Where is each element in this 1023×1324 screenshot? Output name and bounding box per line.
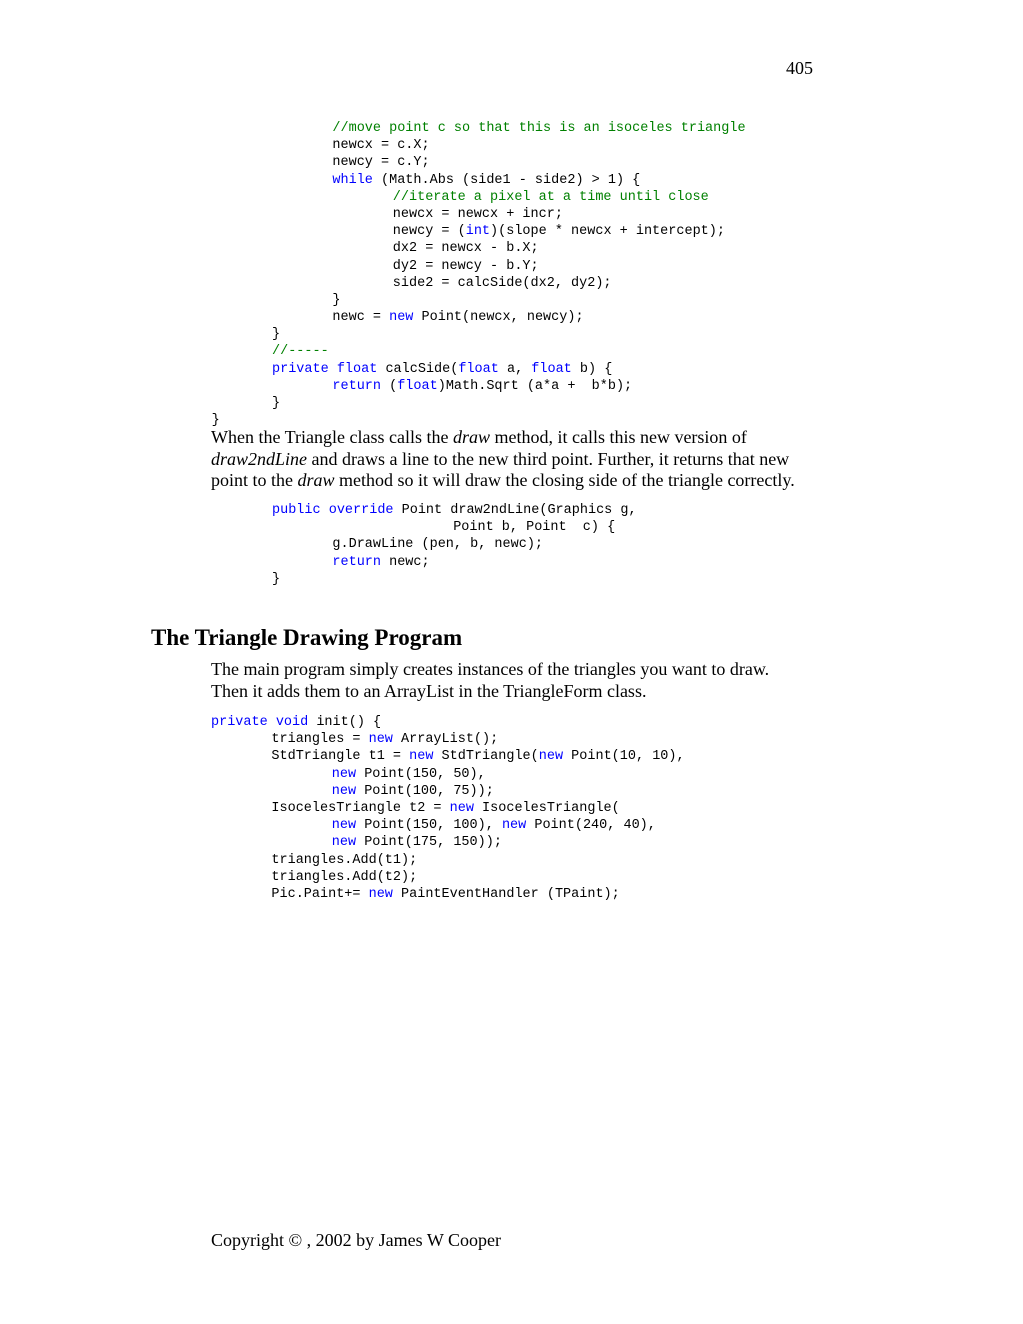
- code-line: [332, 378, 745, 395]
- code-keyword: new: [331, 818, 357, 834]
- code-line: [271, 869, 684, 886]
- italic-term: draw: [297, 470, 335, 490]
- paragraph-text: method, it calls this new version of: [489, 427, 747, 447]
- code-keyword: new: [368, 732, 393, 748]
- code-line: [332, 817, 685, 834]
- code-text: }: [272, 571, 281, 587]
- code-keyword: private: [272, 361, 329, 377]
- code-keyword: int: [465, 224, 491, 240]
- code-keyword: return: [332, 378, 381, 394]
- code-text: Point(150, 50),: [356, 766, 486, 782]
- code-block-draw2ndline-helper: [211, 120, 746, 429]
- code-keyword: new: [389, 310, 414, 326]
- code-text: [268, 715, 276, 730]
- code-keyword: override: [328, 503, 394, 518]
- code-keyword: void: [275, 715, 309, 730]
- code-keyword: float: [336, 361, 378, 377]
- code-text: [321, 503, 329, 518]
- code-line: [272, 502, 637, 519]
- code-text: newc;: [381, 554, 430, 570]
- code-keyword: while: [332, 172, 373, 188]
- paragraph-text: method so it will draw the closing side of the triangle correctly.: [334, 470, 795, 490]
- code-line: [393, 275, 746, 292]
- code-text: dy2 = newcy - b.Y;: [392, 258, 539, 274]
- code-line: [332, 292, 745, 309]
- paragraph-text: and draws a line to the new third point. Further, it returns that new point to the: [211, 448, 790, 490]
- code-text: triangles.Add(t2);: [271, 869, 418, 885]
- page-number: 405: [786, 58, 813, 78]
- code-line: [332, 554, 636, 571]
- code-line: [211, 714, 685, 731]
- code-text: init() {: [308, 715, 382, 730]
- code-line: [271, 748, 684, 765]
- code-line: [271, 886, 684, 903]
- code-line: [393, 240, 746, 257]
- code-text: Point(175, 150));: [356, 835, 502, 851]
- code-line: [271, 852, 684, 869]
- code-keyword: new: [331, 783, 357, 799]
- code-line: [393, 258, 746, 275]
- code-line: [332, 137, 745, 154]
- code-text: Point draw2ndLine(Graphics g,: [393, 503, 637, 518]
- code-text: }: [332, 292, 341, 308]
- code-text: IsocelesTriangle t2 =: [271, 800, 450, 816]
- code-text: newcx = newcx + incr;: [392, 206, 563, 222]
- code-keyword: new: [331, 835, 357, 851]
- code-text: calcSide(: [377, 361, 459, 377]
- code-text: Point(100, 75));: [356, 783, 494, 799]
- code-text: }: [211, 413, 220, 429]
- paragraph-text: When the Triangle class calls the: [211, 427, 453, 447]
- code-comment: //move point c so that this is an isoceles triangle: [332, 121, 746, 136]
- code-text: side2 = calcSide(dx2, dy2);: [392, 275, 612, 291]
- code-text: [329, 362, 337, 377]
- code-text: Point b, Point c) {: [453, 520, 616, 536]
- code-block-draw2ndline-override: [272, 502, 637, 588]
- code-text: a,: [498, 361, 532, 377]
- code-line: [272, 395, 746, 412]
- code-keyword: new: [368, 886, 393, 902]
- code-keyword: new: [449, 800, 474, 816]
- code-line: [271, 731, 684, 748]
- code-text: IsocelesTriangle(: [473, 800, 620, 816]
- code-text: Point(newcx, newcy);: [413, 310, 584, 326]
- code-text: ArrayList();: [392, 732, 499, 748]
- code-line: [271, 800, 684, 817]
- code-line: [272, 326, 746, 343]
- code-keyword: return: [332, 554, 381, 570]
- code-text: Point(10, 10),: [563, 749, 685, 765]
- code-keyword: float: [458, 361, 499, 377]
- copyright-footer: Copyright © , 2002 by James W Cooper: [211, 1230, 501, 1250]
- code-keyword: new: [501, 818, 527, 834]
- body-paragraph-main-program: The main program simply creates instances of the triangles you want to draw. Then it adds them to an ArrayList in the TriangleForm class.: [211, 659, 770, 701]
- code-comment: //iterate a pixel at a time until close: [392, 189, 709, 205]
- code-line: [393, 206, 746, 223]
- code-text: StdTriangle(: [433, 749, 539, 765]
- code-text: Pic.Paint+=: [271, 886, 369, 902]
- code-line: [272, 571, 637, 588]
- code-line: [393, 223, 746, 240]
- code-text: (: [381, 378, 398, 394]
- code-line: [332, 120, 745, 137]
- code-text: PaintEventHandler (TPaint);: [392, 886, 620, 902]
- code-text: b) {: [571, 361, 613, 377]
- italic-term: draw2ndLine: [211, 448, 308, 469]
- code-text: newc =: [332, 310, 390, 326]
- section-heading: The Triangle Drawing Program: [151, 625, 463, 650]
- code-keyword: private: [211, 715, 268, 730]
- code-line: [393, 189, 746, 206]
- italic-term: draw: [452, 427, 490, 447]
- code-text: )Math.Sqrt (a*a + b*b);: [437, 378, 633, 394]
- code-line: [272, 343, 746, 360]
- code-text: dx2 = newcx - b.X;: [392, 241, 539, 257]
- code-text: }: [272, 327, 281, 343]
- code-keyword: float: [531, 361, 572, 377]
- code-text: Point(150, 100),: [356, 818, 502, 834]
- code-text: Point(240, 40),: [526, 818, 656, 834]
- code-line: [332, 783, 685, 800]
- code-comment: //-----: [272, 344, 329, 360]
- code-text: triangles =: [271, 732, 369, 748]
- code-text: }: [272, 396, 281, 411]
- code-text: (Math.Abs (side1 - side2) > 1) {: [372, 172, 641, 188]
- code-text: newcy = c.Y;: [332, 155, 430, 171]
- code-keyword: new: [538, 749, 564, 765]
- code-keyword: float: [397, 378, 438, 394]
- code-keyword: public: [272, 503, 321, 518]
- code-text: g.DrawLine (pen, b, newc);: [332, 537, 544, 553]
- code-text: StdTriangle t1 =: [271, 749, 410, 765]
- code-line: [332, 172, 745, 189]
- code-text: triangles.Add(t1);: [271, 852, 418, 868]
- code-line: [332, 154, 745, 171]
- code-line: [332, 536, 636, 553]
- code-text: newcy = (: [392, 224, 466, 240]
- code-line: [332, 766, 685, 783]
- code-keyword: new: [409, 749, 434, 765]
- code-line: [453, 519, 636, 536]
- code-keyword: new: [331, 766, 357, 782]
- code-line: [332, 309, 745, 326]
- code-text: newcx = c.X;: [332, 138, 430, 154]
- code-text: )(slope * newcx + intercept);: [490, 224, 725, 240]
- code-block-init-method: [211, 714, 685, 903]
- body-paragraph-draw-explanation: [211, 427, 821, 492]
- code-line: [272, 361, 746, 378]
- code-line: [332, 834, 685, 851]
